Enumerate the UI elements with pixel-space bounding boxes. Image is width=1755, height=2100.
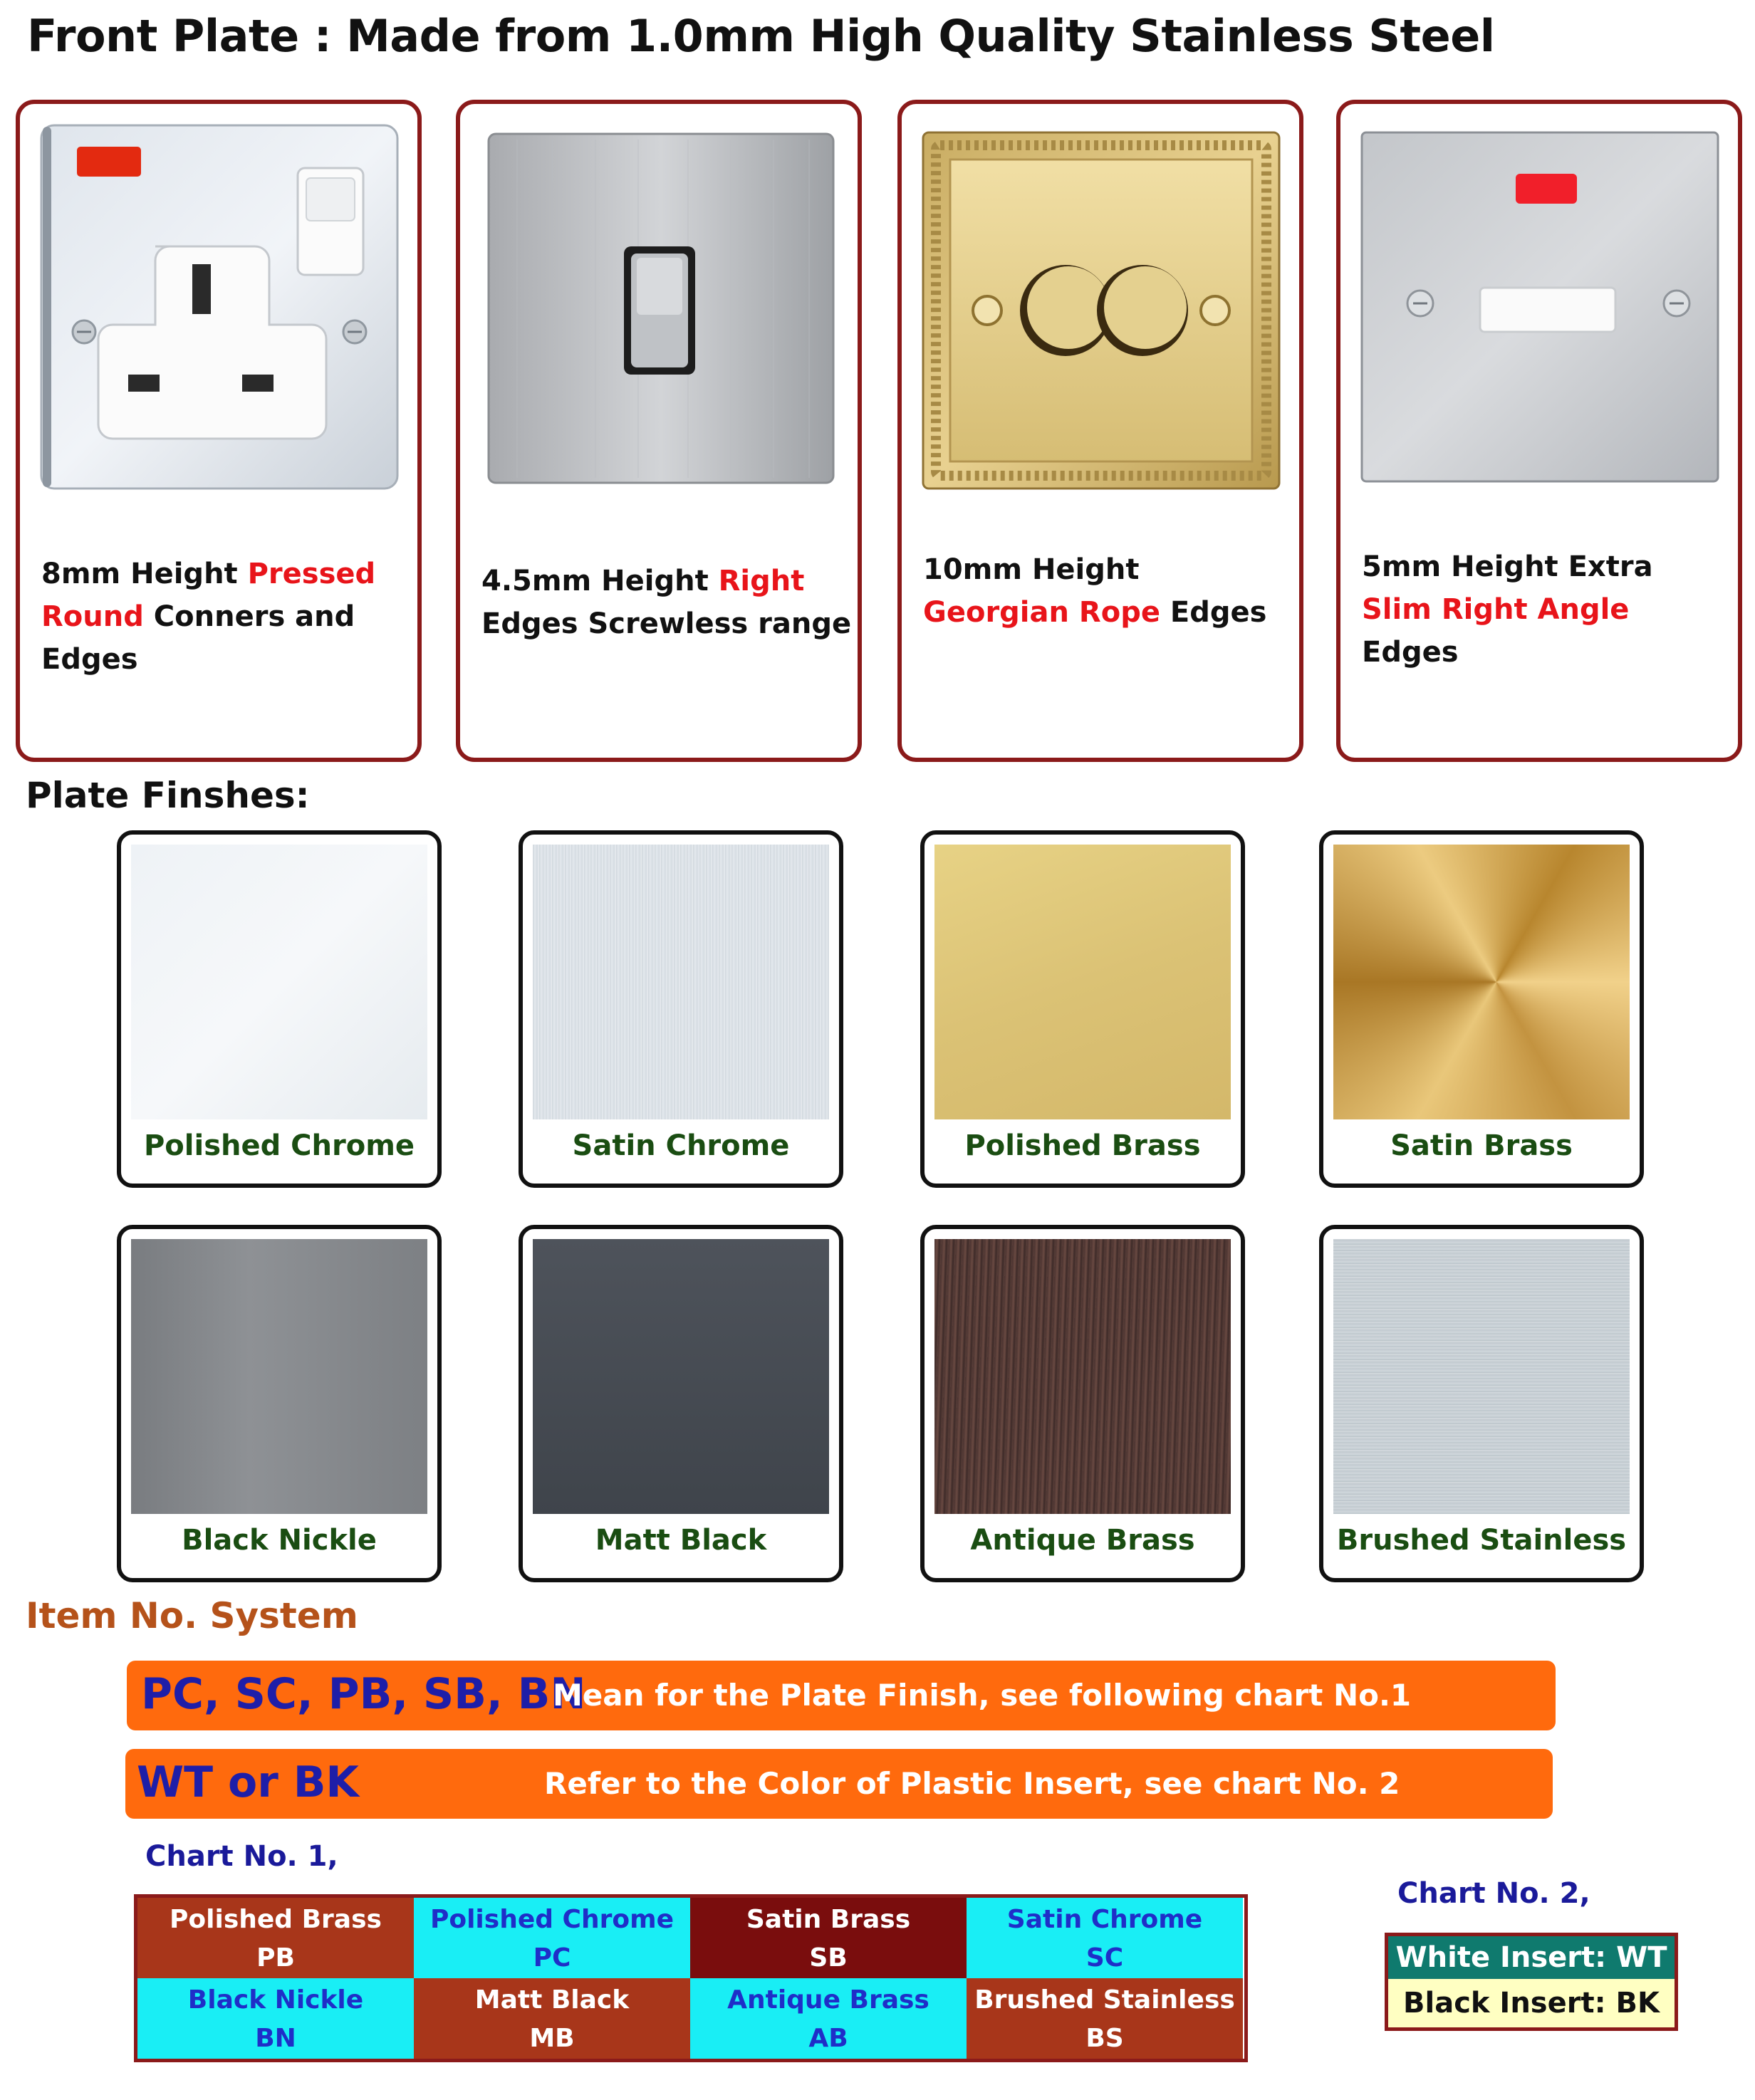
- chart1-cell: Matt Black MB: [414, 1978, 690, 2059]
- insert-code-chart: [1385, 1933, 1678, 2031]
- chart2-caption: Chart No. 2,: [1397, 1877, 1590, 1910]
- finish-code-bar: [127, 1661, 1556, 1730]
- chart1-cell: Polished Brass PB: [137, 1898, 414, 1978]
- finish-label: Polished Brass: [964, 1129, 1201, 1162]
- brushed-stainless-sample: [1333, 1239, 1630, 1514]
- matt-black-sample: [533, 1239, 829, 1514]
- finish-swatch: [519, 1225, 843, 1582]
- desc-rest: Conners and Edges: [41, 600, 355, 676]
- chart1-cell: Black Nickle BN: [137, 1978, 414, 2059]
- finish-swatch: [117, 830, 442, 1188]
- desc-height: 8mm Height: [41, 558, 248, 590]
- chart1-caption: Chart No. 1,: [145, 1840, 338, 1873]
- finish-label: Antique Brass: [970, 1524, 1195, 1557]
- finish-label: Satin Chrome: [572, 1129, 790, 1162]
- finish-codes: PC, SC, PB, SB, BN: [141, 1669, 586, 1719]
- desc-rest: Edges Screwless range: [481, 607, 852, 640]
- desc-highlight: Right: [718, 565, 805, 597]
- chart1-cell: Satin Brass SB: [690, 1898, 967, 1978]
- finish-swatch: [1319, 1225, 1644, 1582]
- desc-rest: Edges: [1362, 636, 1459, 669]
- desc-height: 4.5mm Height: [481, 565, 719, 597]
- finish-swatch: [1319, 830, 1644, 1188]
- finish-code-explanation: Mean for the Plate Finish, see following chart No.1: [553, 1678, 1412, 1713]
- screwless-switch-image: [474, 118, 845, 503]
- desc-height: 10mm Height: [923, 553, 1140, 586]
- finish-swatch: [117, 1225, 442, 1582]
- fused-spur-image: [1355, 118, 1725, 503]
- desc-rest: Edges: [1160, 596, 1267, 629]
- product-card-georgian: [897, 100, 1303, 762]
- desc-highlight: Round: [41, 600, 144, 633]
- insert-codes: WT or BK: [137, 1757, 359, 1807]
- finish-label: Polished Chrome: [143, 1129, 415, 1162]
- desc-highlight: Pressed: [247, 558, 376, 590]
- satin-chrome-sample: [533, 845, 829, 1119]
- desc-height: 5mm Height Extra: [1362, 550, 1653, 583]
- product-card-screwless: [456, 100, 862, 762]
- desc-highlight: Slim Right Angle: [1362, 593, 1630, 626]
- satin-brass-sample: [1333, 845, 1630, 1119]
- chart1-cell: Brushed Stainless BS: [967, 1978, 1243, 2059]
- finish-code-chart: [134, 1894, 1248, 2062]
- white-insert-row: White Insert: WT: [1388, 1936, 1675, 1979]
- insert-code-explanation: Refer to the Color of Plastic Insert, see chart No. 2: [544, 1766, 1400, 1801]
- product-description: [1362, 545, 1732, 674]
- product-description: [923, 548, 1293, 634]
- polished-brass-sample: [934, 845, 1231, 1119]
- product-description: [41, 553, 412, 681]
- finish-swatch: [519, 830, 843, 1188]
- switched-socket-image: [34, 118, 405, 503]
- desc-highlight: Georgian Rope: [923, 596, 1160, 629]
- chart1-cell: Satin Chrome SC: [967, 1898, 1243, 1978]
- black-nickle-sample: [131, 1239, 427, 1514]
- plate-finishes-title: Plate Finshes:: [26, 775, 310, 816]
- chart1-cell: Antique Brass AB: [690, 1978, 967, 2059]
- finish-label: Brushed Stainless: [1336, 1524, 1627, 1557]
- insert-code-bar: [125, 1749, 1553, 1819]
- antique-brass-sample: [934, 1239, 1231, 1514]
- product-description: [481, 560, 852, 645]
- polished-chrome-sample: [131, 845, 427, 1119]
- chart1-cell: Polished Chrome PC: [414, 1898, 690, 1978]
- finish-label: Matt Black: [595, 1524, 767, 1557]
- item-system-title: Item No. System: [26, 1595, 358, 1636]
- finish-label: Satin Brass: [1390, 1129, 1573, 1162]
- finish-swatch: [920, 830, 1245, 1188]
- black-insert-row: Black Insert: BK: [1388, 1979, 1675, 2027]
- page-title: Front Plate : Made from 1.0mm High Quality Stainless Steel: [27, 10, 1495, 62]
- finish-label: Black Nickle: [182, 1524, 377, 1557]
- finish-swatch: [920, 1225, 1245, 1582]
- product-card-pressed-round: [16, 100, 422, 762]
- product-card-slim: [1336, 100, 1742, 762]
- georgian-dimmer-image: [916, 118, 1286, 503]
